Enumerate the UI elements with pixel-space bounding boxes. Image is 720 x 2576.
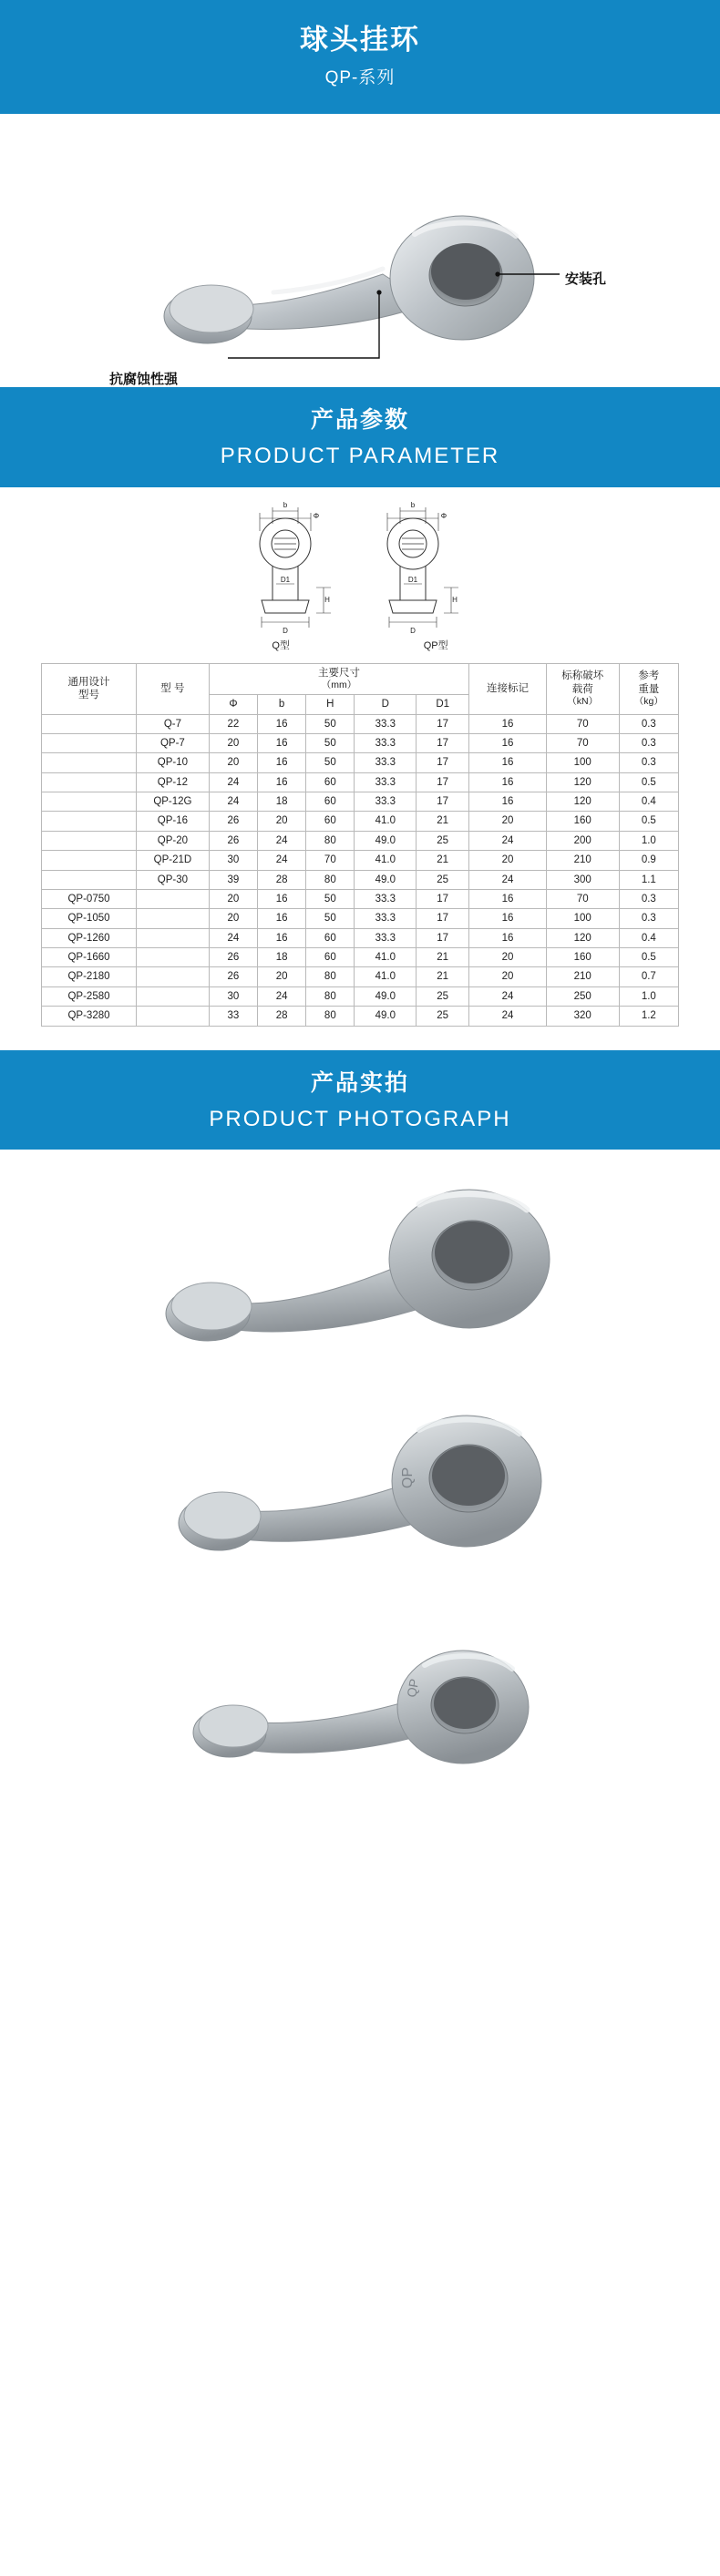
cell-design-model: QP-1660: [42, 948, 137, 967]
cell-model: QP-21D: [137, 851, 210, 870]
svg-text:Φ: Φ: [313, 511, 320, 520]
th-model: 型 号: [137, 663, 210, 714]
product-photo-3: [0, 1598, 720, 1813]
cell-phi: 26: [209, 831, 257, 850]
cell-d: 33.3: [355, 792, 417, 812]
cell-load: 100: [546, 753, 619, 772]
cell-b: 20: [258, 967, 306, 986]
cell-d1: 21: [417, 851, 469, 870]
th-b: b: [258, 695, 306, 714]
cell-d: 49.0: [355, 986, 417, 1006]
cell-model: [137, 1007, 210, 1026]
technical-drawing: [0, 487, 720, 658]
spec-table-container: [0, 658, 720, 1050]
cell-connect-mark: 16: [469, 733, 547, 752]
drawing-type-right: QP型: [423, 639, 448, 651]
cell-weight: 0.7: [619, 967, 678, 986]
cell-design-model: [42, 792, 137, 812]
cell-load: 160: [546, 812, 619, 831]
cell-phi: 20: [209, 753, 257, 772]
table-row: [42, 1007, 679, 1026]
cell-load: 120: [546, 792, 619, 812]
cell-b: 16: [258, 714, 306, 733]
cell-weight: 0.3: [619, 889, 678, 908]
cell-d1: 21: [417, 948, 469, 967]
page-title: 球头挂环: [300, 24, 420, 56]
cell-d: 41.0: [355, 967, 417, 986]
cell-d1: 17: [417, 772, 469, 792]
cell-b: 16: [258, 772, 306, 792]
cell-design-model: [42, 870, 137, 889]
cell-b: 28: [258, 870, 306, 889]
cell-model: QP-16: [137, 812, 210, 831]
cell-b: 18: [258, 948, 306, 967]
cell-d1: 25: [417, 870, 469, 889]
drawing-type-left: Q型: [272, 639, 290, 651]
cell-design-model: [42, 733, 137, 752]
cell-model: QP-30: [137, 870, 210, 889]
cell-connect-mark: 20: [469, 812, 547, 831]
cell-model: [137, 948, 210, 967]
dimension-drawing: [205, 500, 515, 637]
cell-d1: 21: [417, 812, 469, 831]
cell-h: 50: [306, 714, 355, 733]
cell-connect-mark: 20: [469, 948, 547, 967]
table-row: [42, 851, 679, 870]
cell-d: 33.3: [355, 733, 417, 752]
cell-weight: 0.9: [619, 851, 678, 870]
cell-d: 41.0: [355, 948, 417, 967]
cell-phi: 24: [209, 772, 257, 792]
cell-weight: 1.2: [619, 1007, 678, 1026]
cell-connect-mark: 24: [469, 870, 547, 889]
cell-d1: 25: [417, 831, 469, 850]
cell-h: 50: [306, 909, 355, 928]
cell-weight: 0.4: [619, 928, 678, 947]
cell-weight: 0.5: [619, 812, 678, 831]
th-connect-mark: 连接标记: [469, 663, 547, 714]
cell-design-model: [42, 851, 137, 870]
table-row: [42, 772, 679, 792]
cell-model: Q-7: [137, 714, 210, 733]
cell-h: 50: [306, 753, 355, 772]
cell-connect-mark: 24: [469, 1007, 547, 1026]
cell-load: 70: [546, 714, 619, 733]
cell-phi: 26: [209, 948, 257, 967]
cell-phi: 26: [209, 967, 257, 986]
cell-model: [137, 889, 210, 908]
cell-design-model: [42, 753, 137, 772]
cell-phi: 30: [209, 986, 257, 1006]
cell-b: 24: [258, 851, 306, 870]
cell-load: 210: [546, 851, 619, 870]
table-row: [42, 967, 679, 986]
cell-weight: 1.0: [619, 986, 678, 1006]
section-title-parameter: 产品参数: [310, 406, 409, 433]
cell-h: 80: [306, 986, 355, 1006]
spec-table-head: [42, 663, 679, 714]
svg-text:H: H: [452, 595, 458, 604]
spec-table-body: [42, 714, 679, 1026]
cell-connect-mark: 16: [469, 753, 547, 772]
table-row: [42, 889, 679, 908]
cell-load: 250: [546, 986, 619, 1006]
cell-load: 100: [546, 909, 619, 928]
cell-b: 20: [258, 812, 306, 831]
table-row: [42, 733, 679, 752]
cell-d1: 17: [417, 889, 469, 908]
cell-weight: 0.3: [619, 714, 678, 733]
cell-load: 70: [546, 889, 619, 908]
table-row: [42, 714, 679, 733]
product-photo-1: [0, 1168, 720, 1383]
cell-d1: 17: [417, 753, 469, 772]
cell-phi: 39: [209, 870, 257, 889]
cell-d1: 17: [417, 714, 469, 733]
cell-model: QP-12: [137, 772, 210, 792]
table-row: [42, 812, 679, 831]
table-row: [42, 753, 679, 772]
spec-table: [41, 663, 679, 1027]
cell-load: 160: [546, 948, 619, 967]
cell-connect-mark: 20: [469, 851, 547, 870]
cell-load: 120: [546, 928, 619, 947]
cell-design-model: [42, 714, 137, 733]
cell-b: 16: [258, 889, 306, 908]
cell-b: 16: [258, 928, 306, 947]
cell-h: 60: [306, 948, 355, 967]
section-subtitle-parameter: PRODUCT PARAMETER: [220, 444, 500, 469]
cell-phi: 24: [209, 792, 257, 812]
cell-d: 33.3: [355, 889, 417, 908]
cell-d1: 17: [417, 733, 469, 752]
svg-text:b: b: [283, 500, 288, 509]
cell-d: 49.0: [355, 1007, 417, 1026]
cell-phi: 22: [209, 714, 257, 733]
cell-connect-mark: 24: [469, 831, 547, 850]
th-d: D: [355, 695, 417, 714]
section-subtitle-photograph: PRODUCT PHOTOGRAPH: [209, 1107, 511, 1132]
cell-h: 60: [306, 812, 355, 831]
page-subtitle: QP-系列: [324, 68, 396, 88]
th-main-dims: 主要尺寸 （mm）: [209, 663, 468, 695]
product-photo-2: [0, 1383, 720, 1598]
ball-eye-link-illustration: [0, 114, 720, 387]
th-d1: D1: [417, 695, 469, 714]
cell-design-model: [42, 831, 137, 850]
cell-phi: 20: [209, 909, 257, 928]
cell-design-model: [42, 772, 137, 792]
cell-h: 50: [306, 733, 355, 752]
callout-corrosion-resistance: 抗腐蚀性强: [109, 371, 179, 387]
cell-phi: 33: [209, 1007, 257, 1026]
table-row: [42, 948, 679, 967]
cell-weight: 0.5: [619, 948, 678, 967]
cell-model: QP-10: [137, 753, 210, 772]
cell-model: QP-12G: [137, 792, 210, 812]
table-header-row-1: [42, 663, 679, 695]
cell-d1: 17: [417, 792, 469, 812]
svg-text:H: H: [324, 595, 330, 604]
cell-d: 33.3: [355, 928, 417, 947]
cell-model: [137, 986, 210, 1006]
cell-h: 70: [306, 851, 355, 870]
cell-model: QP-7: [137, 733, 210, 752]
cell-connect-mark: 16: [469, 889, 547, 908]
cell-design-model: QP-1260: [42, 928, 137, 947]
cell-b: 16: [258, 733, 306, 752]
cell-design-model: QP-3280: [42, 1007, 137, 1026]
cell-model: [137, 928, 210, 947]
cell-d1: 17: [417, 928, 469, 947]
hero-illustration: [0, 114, 720, 387]
table-row: [42, 792, 679, 812]
cell-weight: 0.3: [619, 733, 678, 752]
cell-h: 60: [306, 928, 355, 947]
cell-load: 200: [546, 831, 619, 850]
cell-connect-mark: 16: [469, 772, 547, 792]
th-weight: 参考 重量 （kg）: [619, 663, 678, 714]
cell-h: 60: [306, 792, 355, 812]
cell-connect-mark: 20: [469, 967, 547, 986]
th-design-model: 通用设计 型号: [42, 663, 137, 714]
cell-b: 16: [258, 909, 306, 928]
svg-text:QP: QP: [400, 1467, 416, 1489]
cell-model: [137, 967, 210, 986]
cell-weight: 0.3: [619, 909, 678, 928]
cell-b: 24: [258, 986, 306, 1006]
svg-text:D1: D1: [407, 575, 418, 584]
page-header-banner: [0, 0, 720, 114]
cell-h: 80: [306, 831, 355, 850]
cell-phi: 30: [209, 851, 257, 870]
cell-d: 33.3: [355, 753, 417, 772]
cell-design-model: [42, 812, 137, 831]
product-photo-gallery: [0, 1150, 720, 1840]
cell-load: 320: [546, 1007, 619, 1026]
cell-load: 70: [546, 733, 619, 752]
cell-phi: 20: [209, 733, 257, 752]
cell-h: 80: [306, 870, 355, 889]
cell-d: 33.3: [355, 714, 417, 733]
cell-weight: 0.3: [619, 753, 678, 772]
callout-mounting-hole: 安装孔: [565, 271, 607, 287]
cell-weight: 0.4: [619, 792, 678, 812]
cell-connect-mark: 16: [469, 928, 547, 947]
table-row: [42, 928, 679, 947]
svg-text:Φ: Φ: [440, 511, 447, 520]
svg-text:b: b: [410, 500, 416, 509]
cell-phi: 20: [209, 889, 257, 908]
cell-d1: 17: [417, 909, 469, 928]
cell-model: QP-20: [137, 831, 210, 850]
svg-text:D: D: [283, 626, 288, 635]
cell-phi: 24: [209, 928, 257, 947]
cell-weight: 1.0: [619, 831, 678, 850]
section-title-photograph: 产品实拍: [310, 1069, 409, 1096]
cell-connect-mark: 16: [469, 909, 547, 928]
th-load: 标称破坏 载荷 （kN）: [546, 663, 619, 714]
cell-b: 24: [258, 831, 306, 850]
cell-connect-mark: 16: [469, 714, 547, 733]
cell-h: 80: [306, 1007, 355, 1026]
cell-weight: 0.5: [619, 772, 678, 792]
table-row: [42, 831, 679, 850]
cell-load: 120: [546, 772, 619, 792]
section-banner-parameter: [0, 387, 720, 487]
svg-text:D: D: [410, 626, 416, 635]
cell-design-model: QP-1050: [42, 909, 137, 928]
cell-design-model: QP-2180: [42, 967, 137, 986]
cell-weight: 1.1: [619, 870, 678, 889]
cell-connect-mark: 24: [469, 986, 547, 1006]
cell-design-model: QP-0750: [42, 889, 137, 908]
cell-d: 49.0: [355, 831, 417, 850]
cell-d: 33.3: [355, 909, 417, 928]
cell-d1: 25: [417, 986, 469, 1006]
cell-h: 80: [306, 967, 355, 986]
cell-h: 50: [306, 889, 355, 908]
cell-load: 300: [546, 870, 619, 889]
cell-d1: 21: [417, 967, 469, 986]
cell-d1: 25: [417, 1007, 469, 1026]
cell-b: 18: [258, 792, 306, 812]
th-phi: Φ: [209, 695, 257, 714]
table-row: [42, 870, 679, 889]
cell-d: 41.0: [355, 851, 417, 870]
table-row: [42, 986, 679, 1006]
section-banner-photograph: [0, 1050, 720, 1150]
cell-design-model: QP-2580: [42, 986, 137, 1006]
cell-model: [137, 909, 210, 928]
cell-connect-mark: 16: [469, 792, 547, 812]
th-h: H: [306, 695, 355, 714]
svg-text:QP: QP: [404, 1678, 422, 1699]
cell-load: 210: [546, 967, 619, 986]
svg-text:D1: D1: [280, 575, 291, 584]
cell-h: 60: [306, 772, 355, 792]
table-row: [42, 909, 679, 928]
cell-b: 28: [258, 1007, 306, 1026]
cell-d: 33.3: [355, 772, 417, 792]
cell-phi: 26: [209, 812, 257, 831]
cell-b: 16: [258, 753, 306, 772]
cell-d: 41.0: [355, 812, 417, 831]
cell-d: 49.0: [355, 870, 417, 889]
